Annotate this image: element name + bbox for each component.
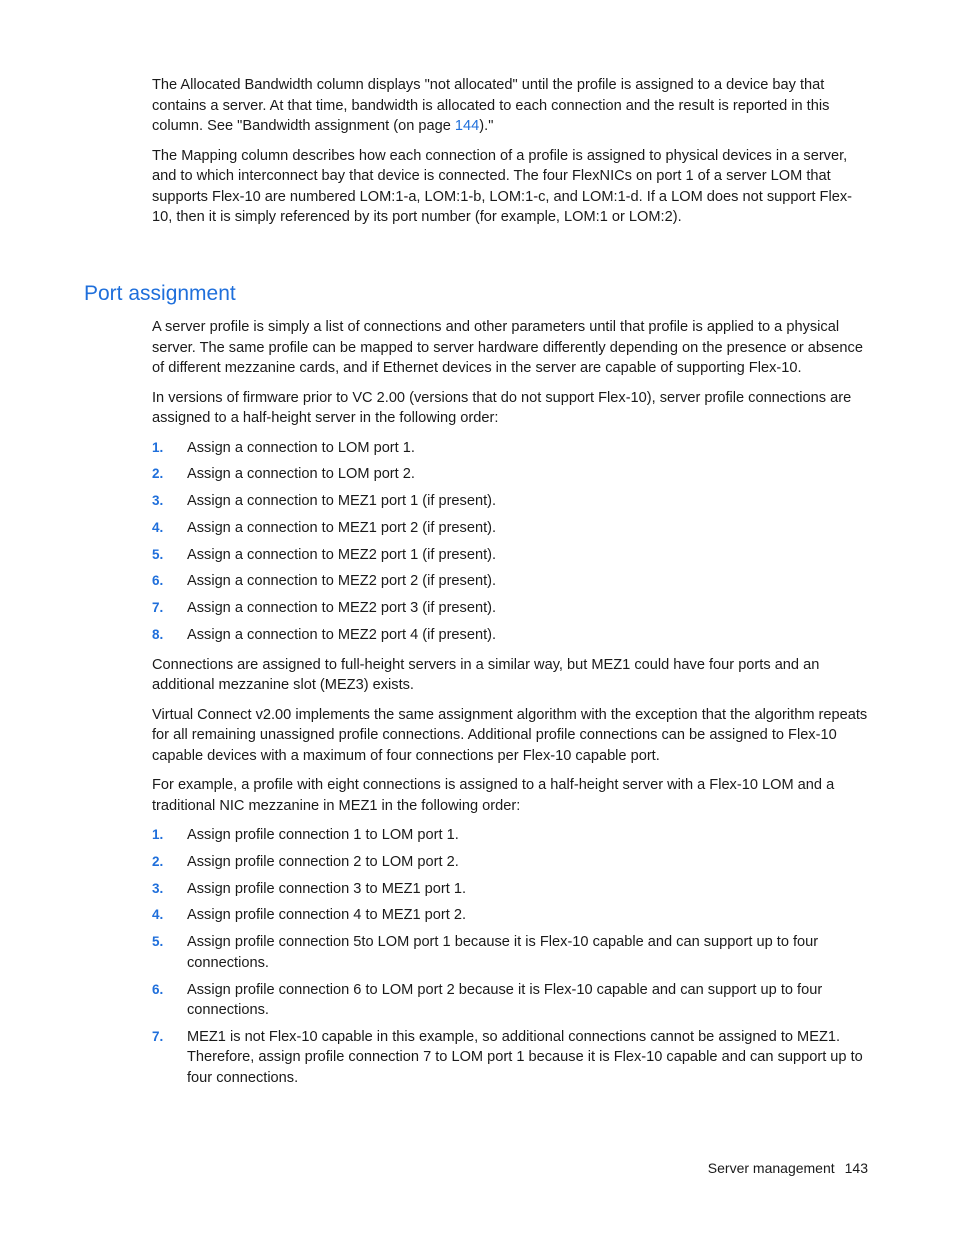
section-paragraph-5: For example, a profile with eight connections is assigned to a half-height server with a Flex-10 LOM and a traditional NIC mezzanine in MEZ1 in the following order: [152,777,835,814]
list-item-number: 6. [152,981,164,997]
list-item-text: Assign a connection to MEZ2 port 2 (if present). [187,573,497,590]
list-item-text: Assign profile connection 5to LOM port 1 because it is Flex-10 capable and can support up to four connections. [187,934,819,971]
list-item-number: 1. [152,827,164,843]
list-item-number: 4. [152,907,164,923]
list-item-text: Assign a connection to LOM port 2. [187,466,415,483]
section-paragraph-1: A server profile is simply a list of connections and other parameters until that profile is applied to a physical server. The same profile can be mapped to server hardware differently depending on the presence or absence of different mezzanine cards, and if Ethernet devices in the server are capable of supporting Flex-10. [152,319,863,376]
section-paragraph-2: In versions of firmware prior to VC 2.00 (versions that do not support Flex-10), server profile connections are assigned to a half-height server in the following order: [152,389,852,426]
list-item [152,932,868,973]
list-item [152,545,868,566]
section-body [152,317,868,1097]
list-item-text: Assign profile connection 2 to LOM port 2. [187,853,459,870]
list-item [152,879,868,900]
list-item [152,905,868,926]
list-item-text: Assign a connection to LOM port 1. [187,439,415,456]
section-paragraph-4: Virtual Connect v2.00 implements the same assignment algorithm with the exception that the algorithm repeats for all remaining unassigned profile connections. Additional profile connections can be assigned to Flex-10 capable devices with a maximum of four connections per Flex-10 capable port. [152,706,868,764]
list-item [152,825,868,846]
list-item [152,598,868,619]
list-item [152,464,868,485]
list-item-text: Assign profile connection 3 to MEZ1 port 1. [187,880,467,897]
list-item-number: 8. [152,627,164,643]
list-item-text: Assign a connection to MEZ1 port 1 (if present). [187,493,497,510]
intro-block [152,75,868,237]
list-item-number: 5. [152,546,164,562]
section-paragraph-3: Connections are assigned to full-height servers in a similar way, but MEZ1 could have four ports and an additional mezzanine slot (MEZ3) exists. [152,656,820,694]
intro-paragraph-1-text: The Allocated Bandwidth column displays "not allocated" until the profile is assigned to a device bay that contains a server. At that time, bandwidth is allocated to each connection and the result is reported in this column. See "Bandwidth assignment (on page [152,77,830,134]
list-item-number: 7. [152,1028,164,1044]
list-item-number: 1. [152,439,164,455]
footer-section-name: Server management [707,1160,835,1176]
intro-paragraph-1-tail: )." [479,118,494,134]
list-item-text: Assign a connection to MEZ1 port 2 (if present). [187,519,497,536]
list-item-number: 2. [152,853,164,869]
list-item-number: 6. [152,573,164,589]
page-number: 143 [844,1160,868,1176]
list-item [152,852,868,873]
list-item-number: 7. [152,600,164,616]
intro-paragraph-2: The Mapping column describes how each connection of a profile is assigned to physical devices in a server, and to which interconnect bay that device is connected. The four FlexNICs on port 1 of a server LOM that supports Flex-10 are numbered LOM:1-a, LOM:1-b, LOM:1-c, and LOM:1-d. If a LOM does not support Flex-10, then it is simply referenced by its port number (for example, LOM:1 or LOM:2). [152,147,852,225]
flex10-assignment-order-list [152,825,868,1088]
page-footer [708,1158,868,1178]
list-item-number: 3. [152,880,164,896]
list-item-number: 2. [152,466,164,482]
list-item-text: Assign profile connection 6 to LOM port 2 because it is Flex-10 capable and can support up to four connections. [187,981,823,1019]
list-item-number: 3. [152,493,164,509]
list-item-text: Assign a connection to MEZ2 port 4 (if present). [187,627,497,644]
list-item-number: 4. [152,519,164,535]
intro-paragraph-1 [152,75,868,137]
section-heading: Port assignment [84,282,236,305]
list-item-text: MEZ1 is not Flex-10 capable in this example, so additional connections cannot be assigned to MEZ1. Therefore, assign profile connection 7 to LOM port 1 because it is Flex-10 capable and can support up to four connections. [187,1028,863,1086]
list-item-text: Assign profile connection 4 to MEZ1 port 2. [187,907,467,924]
bandwidth-assignment-page-link[interactable]: 144 [454,118,480,134]
legacy-assignment-order-list [152,438,868,646]
list-item [152,571,868,592]
list-item-text: Assign a connection to MEZ2 port 3 (if present). [187,600,497,617]
list-item [152,625,868,646]
list-item [152,1027,868,1089]
list-item [152,980,868,1021]
list-item [152,438,868,459]
list-item-text: Assign a connection to MEZ2 port 1 (if present). [187,546,497,563]
list-item [152,491,868,512]
list-item-text: Assign profile connection 1 to LOM port 1. [187,827,459,844]
list-item-number: 5. [152,934,164,950]
list-item [152,518,868,539]
